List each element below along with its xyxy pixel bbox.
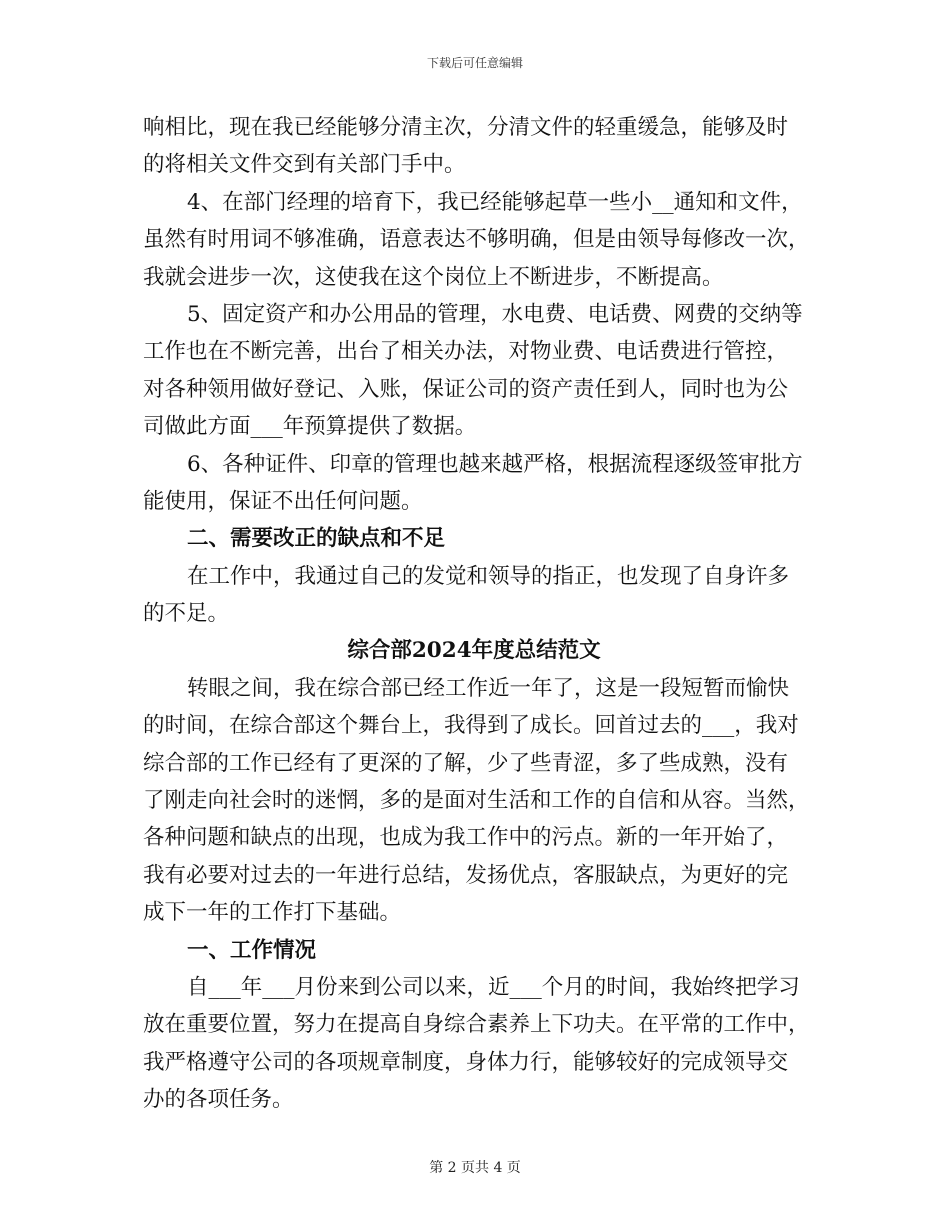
text-line: 成下一年的工作打下基础。 — [143, 900, 402, 926]
document-body — [143, 109, 810, 1119]
text-line: 的将相关文件交到有关部门手中。 — [143, 152, 466, 178]
text-line: 工作也在不断完善，出台了相关办法，对物业费、电话费进行管控， — [143, 339, 789, 365]
text-line: 虽然有时用词不够准确，语意表达不够明确，但是由领导每修改一次， — [143, 227, 810, 253]
section-heading: 二、需要改正的缺点和不足 — [187, 526, 446, 552]
text-line: 5、固定资产和办公用品的管理，水电费、电话费、网费的交纳等 — [187, 301, 803, 327]
text-line: 6、各种证件、印章的管理也越来越严格，根据流程逐级签审批方 — [187, 451, 803, 477]
page-number: 第 2 页共 4 页 — [429, 1160, 521, 1176]
text-line: 的时间，在综合部这个舞台上，我得到了成长。回首过去的___，我对 — [143, 713, 799, 739]
text-line: 4、在部门经理的培育下，我已经能够起草一些小__通知和文件， — [187, 189, 803, 215]
text-line: 响相比，现在我已经能够分清主次，分清文件的轻重缓急，能够及时 — [143, 115, 789, 140]
text-line: 放在重要位置，努力在提高自身综合素养上下功夫。在平常的工作中， — [143, 1012, 810, 1038]
text-line: 司做此方面___年预算提供了数据。 — [143, 414, 477, 440]
text-line: 了刚走向社会时的迷惘，多的是面对生活和工作的自信和从容。当然， — [143, 788, 810, 814]
section-heading: 一、工作情况 — [187, 937, 317, 963]
text-line: 在工作中，我通过自己的发觉和领导的指正，也发现了自身许多 — [187, 563, 790, 589]
text-line: 自___年___月份来到公司以来，近___个月的时间，我始终把学习 — [187, 974, 800, 1000]
text-line: 我有必要对过去的一年进行总结，发扬优点，客服缺点，为更好的完 — [143, 862, 789, 888]
text-line: 我就会进步一次，这使我在这个岗位上不断进步，不断提高。 — [143, 264, 724, 290]
text-line: 转眼之间，我在综合部已经工作近一年了，这是一段短暂而愉快 — [187, 675, 790, 701]
page-header: 下载后可任意编辑 — [426, 56, 523, 70]
text-line: 各种问题和缺点的出现，也成为我工作中的污点。新的一年开始了， — [143, 825, 789, 851]
text-line: 的不足。 — [143, 601, 230, 627]
text-line: 我严格遵守公司的各项规章制度，身体力行，能够较好的完成领导交 — [143, 1049, 789, 1075]
document-title: 综合部2024年度总结范文 — [347, 638, 601, 664]
text-line: 对各种领用做好登记、入账，保证公司的资产责任到人，同时也为公 — [143, 376, 789, 402]
text-line: 能使用，保证不出任何问题。 — [143, 488, 423, 514]
text-line: 办的各项任务。 — [143, 1087, 294, 1113]
text-line: 综合部的工作已经有了更深的了解，少了些青涩，多了些成熟，没有 — [143, 750, 789, 776]
